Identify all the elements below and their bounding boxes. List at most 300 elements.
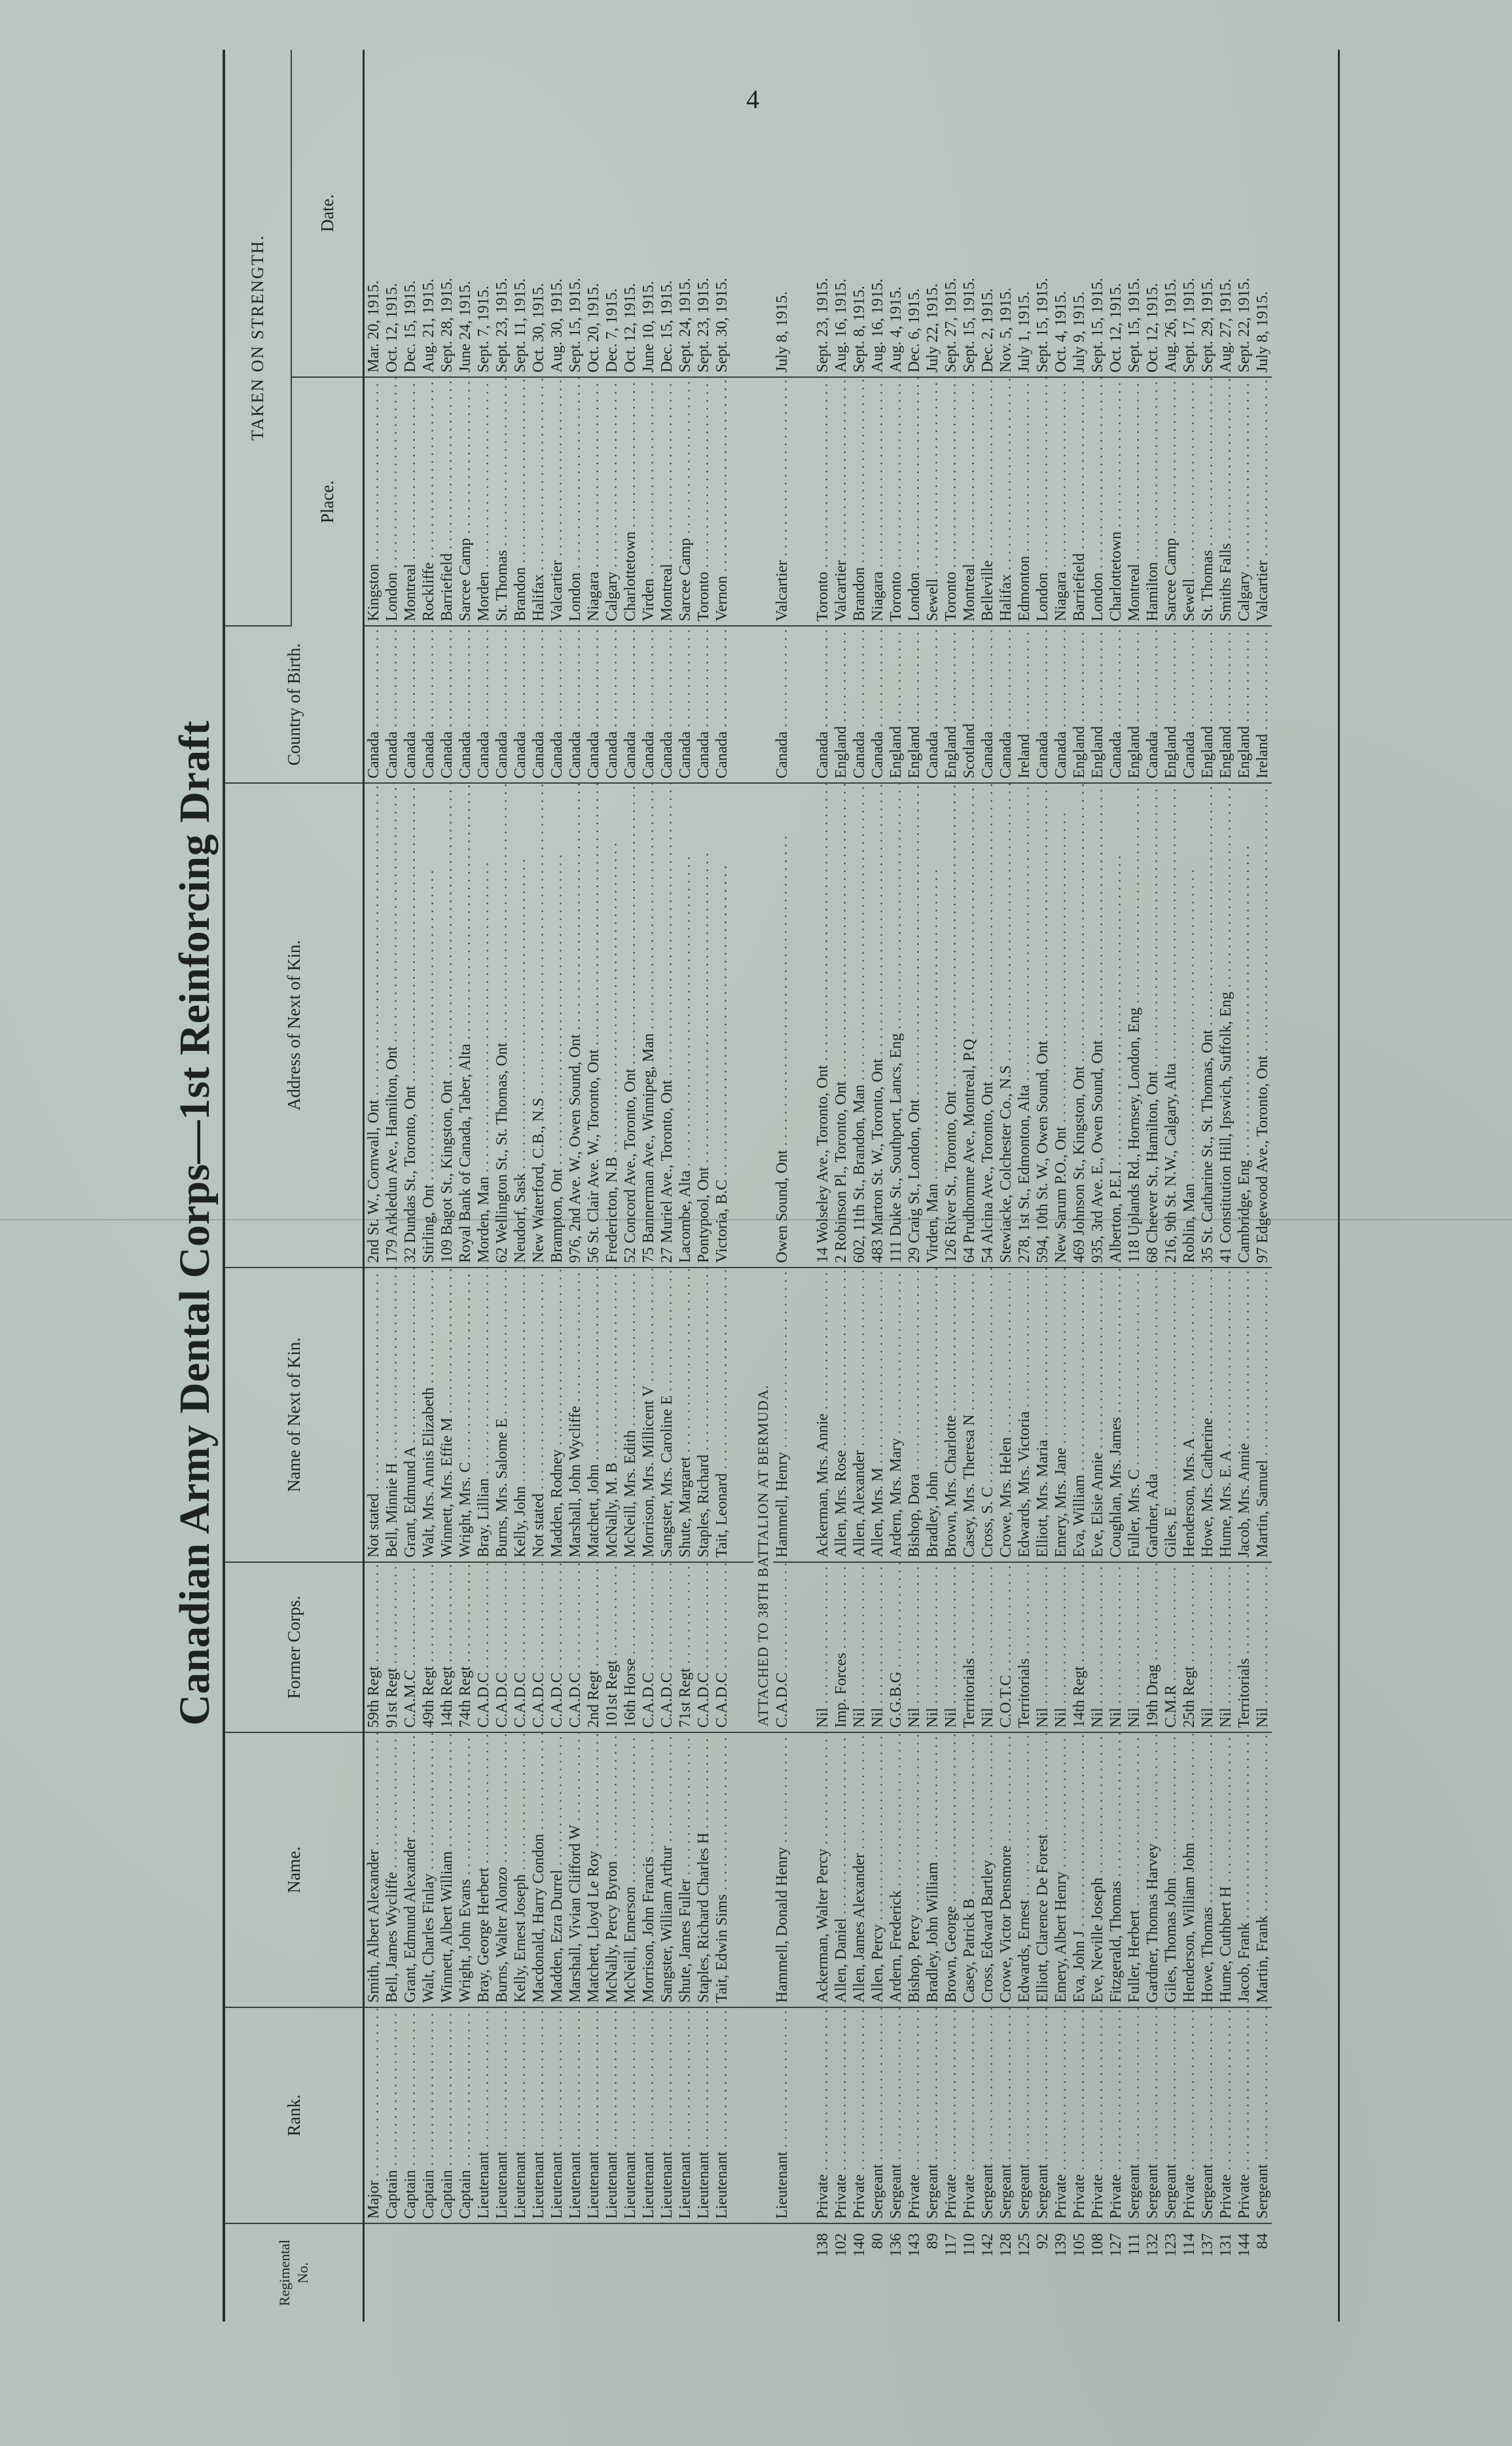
cell-name (1107, 1732, 1125, 2007)
next-of-kin-text: McNeill, Mrs. Edith (622, 1430, 639, 1558)
place-text: Toronto (943, 572, 960, 621)
cell-place (475, 377, 493, 626)
cell-country (530, 626, 548, 783)
cell-former-corps (694, 1562, 713, 1732)
address-text: 109 Bagot St., Kingston, Ont (439, 1080, 456, 1263)
cell-date (1180, 50, 1198, 377)
cell-address (603, 783, 621, 1268)
name-text: McNeill, Emerson (622, 1886, 639, 2003)
country-text: England (1236, 726, 1253, 778)
rank-text: Private (833, 2174, 850, 2219)
table-row (773, 50, 791, 2322)
cell-place (997, 377, 1015, 626)
cell-date (773, 50, 791, 377)
cell-next-of-kin (438, 1268, 456, 1562)
country-text: Canada (457, 731, 474, 778)
next-of-kin-text: Tait, Leonard (713, 1473, 730, 1558)
former-corps-text: 2nd Regt (585, 1670, 602, 1728)
name-text: Ardern, Frederick (888, 1890, 905, 2003)
cell-reg-no (621, 2223, 639, 2322)
cell-former-corps (869, 1562, 887, 1732)
other-ranks-rows (814, 50, 1272, 2322)
date-text: Oct. 12, 1915. (384, 283, 401, 373)
reg-no-text: 92 (1034, 2233, 1051, 2249)
cell-rank (814, 2007, 832, 2223)
cell-next-of-kin (676, 1268, 694, 1562)
date-text: Sept. 23, 1915. (695, 278, 712, 373)
cell-address (676, 783, 694, 1268)
cell-address (1089, 783, 1107, 1268)
cell-address (1034, 783, 1052, 1268)
cell-place (887, 377, 905, 626)
former-corps-text: 59th Regt (365, 1666, 382, 1728)
next-of-kin-text: Kelly, John (512, 1486, 529, 1558)
country-text: Canada (979, 731, 996, 778)
date-text: Sept. 15, 1915. (567, 278, 584, 373)
reg-no-text: 136 (888, 2233, 905, 2257)
cell-date (694, 50, 713, 377)
rank-text: Sergeant (1199, 2164, 1216, 2219)
cell-address (924, 783, 942, 1268)
cell-next-of-kin (530, 1268, 548, 1562)
cell-country (832, 626, 850, 783)
next-of-kin-text: Hammell, Henry (774, 1451, 791, 1558)
cell-place (1015, 377, 1034, 626)
date-text: Sept. 15, 1915. (1034, 278, 1051, 373)
cell-rank (905, 2007, 924, 2223)
cell-country (1015, 626, 1034, 783)
name-text: Matchett, Lloyd Le Roy (585, 1851, 602, 2003)
country-text: Canada (549, 731, 566, 778)
cell-date (530, 50, 548, 377)
cell-place (566, 377, 585, 626)
place-text: Kingston (365, 563, 382, 621)
reg-no-text: 139 (1053, 2233, 1070, 2257)
cell-reg-no (1125, 2223, 1143, 2322)
next-of-kin-text: Cross, S. C (979, 1486, 996, 1558)
country-text: England (1162, 726, 1179, 778)
cell-place (905, 377, 924, 626)
cell-next-of-kin (401, 1268, 420, 1562)
cell-rank (401, 2007, 420, 2223)
cell-name (1253, 1732, 1272, 2007)
cell-former-corps (676, 1562, 694, 1732)
address-text: 54 Alcina Ave., Toronto, Ont (979, 1082, 996, 1263)
cell-date (887, 50, 905, 377)
cell-place (676, 377, 694, 626)
cell-next-of-kin (924, 1268, 942, 1562)
rank-text: Private (961, 2174, 978, 2219)
cell-country (850, 626, 869, 783)
table-row (1217, 50, 1235, 2322)
cell-rank (639, 2007, 658, 2223)
cell-address (1235, 783, 1253, 1268)
name-text: Hammell, Donald Henry (774, 1847, 791, 2003)
table-row (850, 50, 869, 2322)
cell-date (493, 50, 511, 377)
address-text: 111 Duke St., Southport, Lancs, Eng (888, 1033, 905, 1263)
cell-former-corps (401, 1562, 420, 1732)
cell-former-corps (832, 1562, 850, 1732)
cell-former-corps (511, 1562, 530, 1732)
table-row (960, 50, 979, 2322)
date-text: Dec. 15, 1915. (658, 280, 675, 373)
date-text: July 8, 1915. (1254, 291, 1271, 373)
name-text: Macdonald, Harry Condon (530, 1834, 547, 2003)
date-text: Sept. 8, 1915. (851, 285, 868, 373)
next-of-kin-text: Morrison, Mrs. Millicent V (640, 1385, 657, 1558)
country-text: Canada (512, 731, 529, 778)
cell-address (1070, 783, 1089, 1268)
address-text: Cambridge, Eng (1236, 1159, 1253, 1263)
former-corps-text: 19th Drag (1144, 1664, 1161, 1728)
name-text: Eva, John J (1071, 1931, 1088, 2003)
attached-section (731, 50, 773, 2322)
reg-no-text: 111 (1126, 2233, 1143, 2256)
cell-rank (1198, 2007, 1217, 2223)
cell-country (960, 626, 979, 783)
country-text: Ireland (1254, 734, 1271, 778)
rank-text: Private (1181, 2174, 1198, 2219)
cell-name (475, 1732, 493, 2007)
former-corps-text: Nil (1089, 1707, 1106, 1728)
cell-date (364, 50, 384, 377)
rank-text: Lieutenant (530, 2151, 547, 2219)
header-address: Address of Next of Kin. (225, 783, 364, 1268)
rank-text: Captain (457, 2170, 474, 2219)
cell-address (713, 783, 731, 1268)
former-corps-text: C.A.D.C (695, 1672, 712, 1728)
place-text: Brandon (512, 567, 529, 621)
cell-address (960, 783, 979, 1268)
name-text: Emery, Albert Henry (1053, 1871, 1070, 2003)
cell-former-corps (887, 1562, 905, 1732)
former-corps-text: C.A.D.C (774, 1672, 791, 1728)
name-text: Crowe, Victor Densmore (998, 1845, 1015, 2003)
cell-reg-no (1253, 2223, 1272, 2322)
address-text: 97 Edgewood Ave., Toronto, Ont (1254, 1055, 1271, 1263)
cell-next-of-kin (621, 1268, 639, 1562)
date-text: Mar. 20, 1915. (365, 280, 382, 373)
cell-country (548, 626, 566, 783)
cell-date (1107, 50, 1125, 377)
cell-name (997, 1732, 1015, 2007)
cell-name (1235, 1732, 1253, 2007)
table-row (1235, 50, 1253, 2322)
cell-date (639, 50, 658, 377)
rank-text: Sergeant (998, 2164, 1015, 2219)
cell-country (1162, 626, 1180, 783)
date-text: July 9, 1915. (1071, 291, 1088, 373)
country-text: England (1071, 726, 1088, 778)
address-text: Stirling, Ont (420, 1184, 437, 1263)
cell-next-of-kin (383, 1268, 401, 1562)
name-text: Marshall, Vivian Clifford W (567, 1825, 584, 2003)
name-text: Madden, Ezra Durrel (549, 1869, 566, 2003)
table-row (493, 50, 511, 2322)
former-corps-text: C.O.T.C (998, 1675, 1015, 1728)
cell-country (566, 626, 585, 783)
rank-text: Private (1236, 2174, 1253, 2219)
cell-place (773, 377, 791, 626)
cell-name (694, 1732, 713, 2007)
cell-reg-no (493, 2223, 511, 2322)
place-text: Hamilton (1144, 562, 1161, 621)
place-text: Niagara (585, 572, 602, 621)
next-of-kin-text: Henderson, Mrs. A (1181, 1438, 1198, 1558)
former-corps-text: Imp. Forces (833, 1652, 850, 1728)
cell-next-of-kin (869, 1268, 887, 1562)
cell-address (905, 783, 924, 1268)
place-text: London (567, 572, 584, 621)
next-of-kin-text: Eva, William (1071, 1474, 1088, 1558)
address-text: 483 Marton St. W., Toronto, Ont (869, 1059, 886, 1263)
place-text: Sarcee Camp (457, 538, 474, 621)
cell-country (713, 626, 731, 783)
cell-reg-no (639, 2223, 658, 2322)
header-reg-no: Regimental No. (225, 2223, 364, 2322)
cell-name (905, 1732, 924, 2007)
place-text: London (1089, 572, 1106, 621)
cell-address (475, 783, 493, 1268)
cell-address (942, 783, 960, 1268)
address-text: 126 River St., Toronto, Ont (943, 1091, 960, 1263)
reg-no-text: 144 (1236, 2233, 1253, 2257)
table-row (456, 50, 475, 2322)
country-text: Canada (439, 731, 456, 778)
cell-date (832, 50, 850, 377)
place-text: St. Thomas (1199, 550, 1216, 621)
address-text: Stewiacke, Colchester Co., N.S (998, 1065, 1015, 1263)
cell-rank (1143, 2007, 1162, 2223)
table-row (401, 50, 420, 2322)
cell-former-corps (1180, 1562, 1198, 1732)
cell-reg-no (997, 2223, 1015, 2322)
cell-rank (603, 2007, 621, 2223)
next-of-kin-text: Sangster, Mrs. Caroline E (658, 1395, 675, 1558)
country-text: Canada (494, 731, 511, 778)
cell-reg-no (850, 2223, 869, 2322)
cell-name (1015, 1732, 1034, 2007)
rank-text: Lieutenant (512, 2151, 529, 2219)
next-of-kin-text: Casey, Mrs. Theresa N (961, 1414, 978, 1558)
name-text: Elliott, Clarence De Forest (1034, 1834, 1051, 2003)
cell-rank (997, 2007, 1015, 2223)
next-of-kin-text: Allen, Mrs. M (869, 1467, 886, 1558)
roll-table (225, 50, 1272, 2322)
cell-country (1107, 626, 1125, 783)
date-text: Sept. 29, 1915. (1199, 278, 1216, 373)
date-text: Sept. 22, 1915. (1236, 278, 1253, 373)
cell-address (401, 783, 420, 1268)
cell-name (924, 1732, 942, 2007)
former-corps-text: Nil (1217, 1707, 1234, 1728)
cell-reg-no (603, 2223, 621, 2322)
cell-reg-no (773, 2223, 791, 2322)
cell-reg-no (566, 2223, 585, 2322)
address-text: 179 Arkledun Ave., Hamilton, Ont (384, 1046, 401, 1263)
cell-next-of-kin (658, 1268, 676, 1562)
cell-former-corps (658, 1562, 676, 1732)
cell-date (475, 50, 493, 377)
cell-date (850, 50, 869, 377)
country-text: Canada (998, 731, 1015, 778)
cell-name (493, 1732, 511, 2007)
attached-heading: ATTACHED TO 38TH BATTALION AT BERMUDA. (753, 1268, 773, 1732)
address-text: New Waterford, C.B., N.S (530, 1097, 547, 1263)
table-row (814, 50, 832, 2322)
cell-name (1162, 1732, 1180, 2007)
table-row (997, 50, 1015, 2322)
cell-address (639, 783, 658, 1268)
date-text: Sept. 28, 1915. (439, 278, 456, 373)
roll-table-frame (223, 50, 1340, 2322)
next-of-kin-text: Allen, Mrs. Rose (833, 1450, 850, 1558)
country-text: Canada (774, 731, 791, 778)
next-of-kin-text: Fuller, Mrs. C (1126, 1469, 1143, 1558)
former-corps-text: 49th Regt (420, 1666, 437, 1728)
cell-name (530, 1732, 548, 2007)
cell-next-of-kin (773, 1268, 791, 1562)
name-text: Tait, Edwin Sims (713, 1894, 730, 2003)
header-date: Date. (291, 50, 364, 377)
cell-place (621, 377, 639, 626)
cell-reg-no (869, 2223, 887, 2322)
former-corps-text: C.M.R (1162, 1685, 1179, 1728)
table-row (1070, 50, 1089, 2322)
rank-text: Sergeant (1254, 2164, 1271, 2219)
address-text: 594, 10th St. W., Owen Sound, Ont (1034, 1040, 1051, 1263)
country-text: England (1089, 726, 1106, 778)
rank-text: Lieutenant (695, 2151, 712, 2219)
cell-former-corps (1107, 1562, 1125, 1732)
next-of-kin-text: Howe, Mrs. Catherine (1199, 1417, 1216, 1558)
name-text: Allen, Daniel (833, 1918, 850, 2003)
date-text: Sept. 23, 1915. (814, 278, 831, 373)
cell-place (1162, 377, 1180, 626)
cell-reg-no (438, 2223, 456, 2322)
cell-next-of-kin (1253, 1268, 1272, 1562)
next-of-kin-text: Gardner, Ada (1144, 1473, 1161, 1558)
cell-place (383, 377, 401, 626)
place-text: Montreal (961, 564, 978, 621)
cell-date (814, 50, 832, 377)
former-corps-text: Nil (906, 1707, 923, 1728)
date-text: Sept. 30, 1915. (713, 278, 730, 373)
rank-text: Sergeant (1144, 2164, 1161, 2219)
cell-rank (1107, 2007, 1125, 2223)
rank-text: Private (906, 2174, 923, 2219)
country-text: Canada (1181, 731, 1198, 778)
cell-place (942, 377, 960, 626)
table-row (1198, 50, 1217, 2322)
country-text: Canada (1144, 731, 1161, 778)
cell-name (639, 1732, 658, 2007)
cell-name (456, 1732, 475, 2007)
cell-place (960, 377, 979, 626)
cell-next-of-kin (566, 1268, 585, 1562)
cell-reg-no (1180, 2223, 1198, 2322)
former-corps-text: C.A.D.C (494, 1672, 511, 1728)
cell-country (1125, 626, 1143, 783)
cell-date (1143, 50, 1162, 377)
table-row (887, 50, 905, 2322)
cell-date (621, 50, 639, 377)
name-text: McNally, Percy Byron (603, 1861, 621, 2003)
cell-address (530, 783, 548, 1268)
table-row (924, 50, 942, 2322)
cell-date (511, 50, 530, 377)
address-text: 35 St. Catharine St., St. Thomas, Ont (1199, 1029, 1216, 1263)
table-row (585, 50, 603, 2322)
rank-text: Private (814, 2174, 831, 2219)
reg-no-text: 80 (869, 2233, 886, 2249)
name-text: Winnett, Albert William (439, 1851, 456, 2003)
cell-address (814, 783, 832, 1268)
cell-place (814, 377, 832, 626)
cell-next-of-kin (1070, 1268, 1089, 1562)
cell-reg-no (1107, 2223, 1125, 2322)
former-corps-text: Nil (851, 1707, 868, 1728)
cell-former-corps (960, 1562, 979, 1732)
country-text: Canada (1107, 731, 1125, 778)
cell-rank (694, 2007, 713, 2223)
reg-no-text: 102 (833, 2233, 850, 2257)
name-text: Shute, James Fuller (677, 1879, 694, 2003)
rank-text: Sergeant (1034, 2164, 1051, 2219)
reg-no-text: 140 (851, 2233, 868, 2257)
cell-rank (530, 2007, 548, 2223)
cell-next-of-kin (1089, 1268, 1107, 1562)
cell-country (1198, 626, 1217, 783)
cell-next-of-kin (905, 1268, 924, 1562)
cell-place (924, 377, 942, 626)
cell-address (1052, 783, 1070, 1268)
cell-place (832, 377, 850, 626)
cell-name (585, 1732, 603, 2007)
cell-name (566, 1732, 585, 2007)
name-text: Allen, James Alexander (851, 1853, 868, 2003)
place-text: Barriefield (439, 553, 456, 621)
name-text: Walt, Charles Finlay (420, 1873, 437, 2003)
cell-country (1235, 626, 1253, 783)
cell-place (364, 377, 384, 626)
name-text: Brown, George (943, 1906, 960, 2003)
cell-rank (1015, 2007, 1034, 2223)
place-text: Brandon (851, 567, 868, 621)
cell-place (438, 377, 456, 626)
cell-name (773, 1732, 791, 2007)
cell-former-corps (621, 1562, 639, 1732)
reg-no-text: 117 (943, 2233, 960, 2257)
cell-place (1253, 377, 1272, 626)
cell-address (850, 783, 869, 1268)
table-row (1089, 50, 1107, 2322)
country-text: Canada (603, 731, 621, 778)
cell-rank (585, 2007, 603, 2223)
rank-text: Captain (420, 2170, 437, 2219)
cell-address (658, 783, 676, 1268)
next-of-kin-text: Bray, Lillian (475, 1478, 492, 1558)
date-text: Oct. 12, 1915. (622, 283, 639, 373)
cell-former-corps (924, 1562, 942, 1732)
next-of-kin-text: Martin, Samuel (1254, 1459, 1271, 1558)
table-row (658, 50, 676, 2322)
cell-date (1070, 50, 1089, 377)
cell-former-corps (603, 1562, 621, 1732)
date-text: Sept. 15, 1915. (1126, 278, 1143, 373)
cell-next-of-kin (979, 1268, 997, 1562)
